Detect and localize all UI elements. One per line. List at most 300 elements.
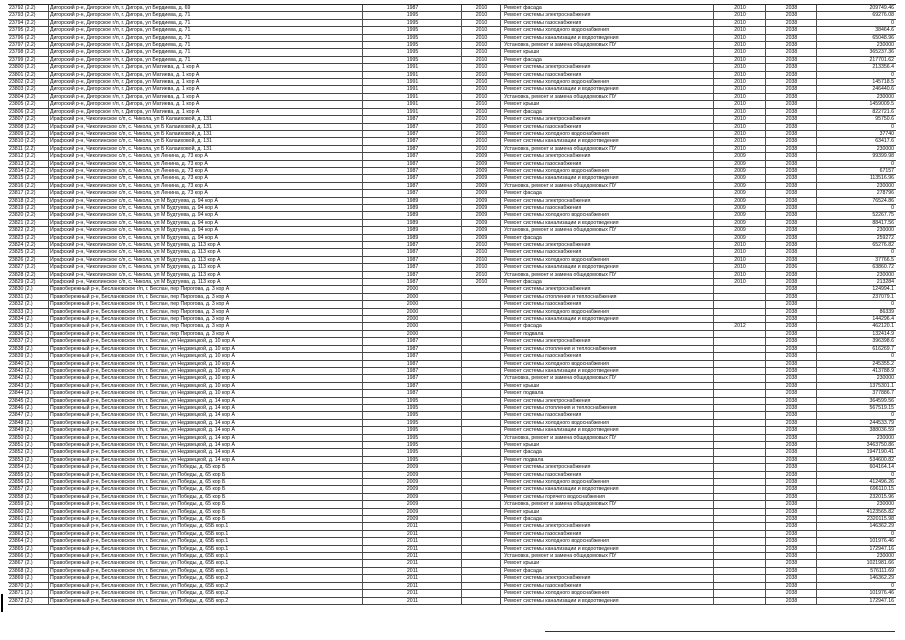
- cell-next-year: 2038: [766, 257, 817, 263]
- cell-build-year: 2011: [363, 568, 462, 574]
- cell-plan-year: [714, 538, 766, 544]
- table-row: [8, 361, 896, 368]
- cell-row-id: 23830 (2.): [8, 286, 49, 292]
- cell-address: Правобережный р-н, Беслановское г/п, г. Беслан, ул Победы, д. 65Б кор.2: [49, 598, 363, 604]
- cell-build-year: 1995: [363, 57, 462, 63]
- cell-row-id: 23849 (2.): [8, 427, 49, 433]
- cell-prev-repair-year: [462, 361, 501, 367]
- cell-build-year: 2000: [363, 323, 462, 329]
- cell-next-year: 2038: [766, 309, 817, 315]
- cell-row-id: 23829 (2.2): [8, 279, 49, 285]
- cell-prev-repair-year: 2010: [462, 27, 501, 33]
- cell-address: Ирафский р-н, Чиколинское с/п, с. Чикола, ул М Будтуева, д. 113 кор А: [49, 257, 363, 263]
- table-row: [8, 590, 896, 597]
- cell-next-year: 2038: [766, 153, 817, 159]
- cell-address: Правобережный р-н, Беслановское г/п, г. Беслан, ул Недзвецкой, д. 10 кор А: [49, 375, 363, 381]
- cell-build-year: 2011: [363, 575, 462, 581]
- cell-cost: 124994.1: [872, 286, 894, 293]
- cell-work-type: Ремонт системы канализации и водоотведения: [501, 486, 714, 492]
- cell-plan-year: 2009: [714, 161, 766, 167]
- cell-row-id: 23855 (2.): [8, 472, 49, 478]
- cell-plan-year: 2009: [714, 190, 766, 196]
- cell-build-year: 1987: [363, 153, 462, 159]
- cell-next-year: 2038: [766, 538, 817, 544]
- cell-prev-repair-year: 2009: [462, 212, 501, 218]
- cell-address: Ирафский р-н, Чиколинское с/п, с. Чикола, ул М Будтуева, д. 113 кор А: [49, 272, 363, 278]
- table-row: [8, 516, 896, 523]
- cell-build-year: 1987: [363, 131, 462, 137]
- cell-plan-year: [714, 331, 766, 337]
- cell-work-type: Ремонт системы газоснабжения: [501, 583, 714, 589]
- cell-work-type: Ремонт фасада: [501, 190, 714, 196]
- cell-prev-repair-year: 2009: [462, 227, 501, 233]
- cell-next-year: 2038: [766, 131, 817, 137]
- cell-prev-repair-year: [462, 316, 501, 322]
- cell-row-id: 23844 (2.): [8, 390, 49, 396]
- cell-build-year: 1987: [363, 346, 462, 352]
- cell-row-id: 23847 (2.): [8, 412, 49, 418]
- cell-build-year: 1995: [363, 442, 462, 448]
- cell-row-id: 23815 (2.2): [8, 175, 49, 181]
- cell-cost: 0: [891, 123, 894, 130]
- cell-cost: 230000: [876, 553, 894, 560]
- cell-row-id: 23807 (2.2): [8, 116, 49, 122]
- cell-row-id: 23832 (2.): [8, 301, 49, 307]
- cell-next-year: 2038: [766, 286, 817, 292]
- cell-build-year: 1987: [363, 5, 462, 11]
- cell-cost: 172947.16: [869, 545, 894, 552]
- cell-address: Правобережный р-н, Беслановское г/п, г. Беслан, ул Недзвецкой, д. 14 кор А: [49, 420, 363, 426]
- cell-plan-year: [714, 361, 766, 367]
- cell-work-type: Ремонт крыши: [501, 383, 714, 389]
- cell-prev-repair-year: [462, 375, 501, 381]
- cell-next-year: 2038: [766, 464, 817, 470]
- cell-plan-year: 2010: [714, 35, 766, 41]
- cell-next-year: 2038: [766, 64, 817, 70]
- cell-plan-year: [714, 286, 766, 292]
- cell-prev-repair-year: [462, 575, 501, 581]
- cell-next-year: 2038: [766, 583, 817, 589]
- cell-plan-year: [714, 398, 766, 404]
- cell-plan-year: [714, 420, 766, 426]
- table-row: [8, 257, 896, 264]
- cell-prev-repair-year: 2009: [462, 161, 501, 167]
- cell-plan-year: 2009: [714, 175, 766, 181]
- cell-cost: 1947190.41: [866, 449, 894, 456]
- cell-row-id: 23866 (2.): [8, 553, 49, 559]
- cell-build-year: 1991: [363, 86, 462, 92]
- cell-next-year: 2038: [766, 109, 817, 115]
- table-row: [8, 279, 896, 286]
- cell-work-type: Ремонт системы канализации и водоотведения: [501, 368, 714, 374]
- cell-plan-year: [714, 523, 766, 529]
- cell-cost: 132414.9: [872, 330, 894, 337]
- cell-work-type: Ремонт системы электроснабжения: [501, 153, 714, 159]
- cell-prev-repair-year: [462, 390, 501, 396]
- cell-cost: 88417.56: [872, 219, 894, 226]
- cell-next-year: 2038: [766, 316, 817, 322]
- cell-plan-year: [714, 412, 766, 418]
- cell-row-id: 23806 (2.2): [8, 109, 49, 115]
- cell-cost: 244533.79: [869, 419, 894, 426]
- cell-plan-year: 2010: [714, 109, 766, 115]
- table-row: [8, 568, 896, 575]
- table-row: [8, 116, 896, 123]
- cell-row-id: 23795 (2.2): [8, 27, 49, 33]
- cell-address: Дигорский р-н, Дигорское г/п, г. Дигора, ул Матиева, д. 1 кор А: [49, 94, 363, 100]
- cell-address: Правобережный р-н, Беслановское г/п, г. Беслан, ул Победы, д. 65 кор Б: [49, 516, 363, 522]
- cell-next-year: 2038: [766, 124, 817, 130]
- cell-cost: 230000: [876, 227, 894, 234]
- cell-address: Правобережный р-н, Беслановское г/п, г. Беслан, ул Победы, д. 65Б кор.1: [49, 560, 363, 566]
- cell-plan-year: [714, 575, 766, 581]
- cell-prev-repair-year: 2009: [462, 168, 501, 174]
- cell-next-year: 2038: [766, 560, 817, 566]
- cell-prev-repair-year: [462, 286, 501, 292]
- cell-address: Дигорский р-н, Дигорское г/п, г. Дигора, ул Матиева, д. 1 кор А: [49, 64, 363, 70]
- cell-build-year: 1995: [363, 42, 462, 48]
- table-row: [8, 168, 896, 175]
- cell-work-type: Ремонт фасада: [501, 279, 714, 285]
- cell-cost: 364599.56: [869, 397, 894, 404]
- cell-cost: 413788.9: [872, 367, 894, 374]
- cell-cost: 696110.15: [869, 486, 894, 493]
- cell-cost: 616269.7: [872, 345, 894, 352]
- cell-build-year: 1989: [363, 227, 462, 233]
- cell-row-id: 23863 (2.): [8, 531, 49, 537]
- scan-edge-mark: [1, 594, 3, 612]
- cell-plan-year: 2010: [714, 116, 766, 122]
- cell-plan-year: 2009: [714, 227, 766, 233]
- cell-next-year: 2038: [766, 72, 817, 78]
- cell-prev-repair-year: 2010: [462, 124, 501, 130]
- cell-plan-year: 2010: [714, 94, 766, 100]
- cell-work-type: Ремонт системы холодного водоснабжения: [501, 590, 714, 596]
- cell-address: Правобережный р-н, Беслановское г/п, г. Беслан, пер Пирогова, д. 3 кор А: [49, 286, 363, 292]
- cell-work-type: Установка, ремонт и замена общедомовых ПУ: [501, 227, 714, 233]
- cell-address: Дигорский р-н, Дигорское г/п, г. Дигора, ул Бердиева, д. 71: [49, 49, 363, 55]
- cell-row-id: 23801 (2.2): [8, 72, 49, 78]
- cell-address: Правобережный р-н, Беслановское г/п, г. Беслан, ул Победы, д. 65Б кор.2: [49, 590, 363, 596]
- cell-row-id: 23813 (2.2): [8, 161, 49, 167]
- cell-cost: 63417.6: [875, 138, 894, 145]
- table-row: [8, 405, 896, 412]
- cell-work-type: Ремонт системы канализации и водоотведения: [501, 264, 714, 270]
- table-row: [8, 101, 896, 108]
- cell-address: Правобережный р-н, Беслановское г/п, г. Беслан, ул Недзвецкой, д. 10 кор А: [49, 383, 363, 389]
- cell-row-id: 23814 (2.2): [8, 168, 49, 174]
- cell-next-year: 2038: [766, 412, 817, 418]
- table-row: [8, 183, 896, 190]
- cell-row-id: 23848 (2.): [8, 420, 49, 426]
- cell-cost: 567519.15: [869, 404, 894, 411]
- cell-cost: 0: [891, 412, 894, 419]
- cell-work-type: Ремонт крыши: [501, 560, 714, 566]
- cell-cost: 67157: [879, 167, 894, 174]
- cell-build-year: 1991: [363, 94, 462, 100]
- cell-row-id: 23851 (2.): [8, 442, 49, 448]
- cell-plan-year: [714, 560, 766, 566]
- cell-next-year: 2038: [766, 272, 817, 278]
- cell-cost: 3463750.86: [866, 441, 894, 448]
- cell-build-year: 1995: [363, 457, 462, 463]
- cell-cost: 86339: [879, 308, 894, 315]
- cell-build-year: 2009: [363, 472, 462, 478]
- cell-prev-repair-year: [462, 294, 501, 300]
- cell-address: Правобережный р-н, Беслановское г/п, г. Беслан, ул Недзвецкой, д. 14 кор А: [49, 457, 363, 463]
- cell-work-type: Ремонт подвала: [501, 331, 714, 337]
- cell-plan-year: 2010: [714, 49, 766, 55]
- cell-address: Ирафский р-н, Чиколинское с/п, с. Чикола, ул Ленина, д. 73 кор А: [49, 175, 363, 181]
- cell-plan-year: 2010: [714, 101, 766, 107]
- cell-plan-year: 2009: [714, 168, 766, 174]
- table-row: [8, 435, 896, 442]
- cell-row-id: 23862 (2.): [8, 523, 49, 529]
- cell-prev-repair-year: [462, 553, 501, 559]
- cell-build-year: 1989: [363, 235, 462, 241]
- cell-work-type: Ремонт системы канализации и водоотведения: [501, 316, 714, 322]
- cell-plan-year: [714, 583, 766, 589]
- cell-row-id: 23839 (2.): [8, 353, 49, 359]
- cell-work-type: Ремонт системы газоснабжения: [501, 249, 714, 255]
- cell-cost: 0: [891, 353, 894, 360]
- cell-plan-year: [714, 368, 766, 374]
- cell-build-year: 1995: [363, 435, 462, 441]
- cell-next-year: 2038: [766, 242, 817, 248]
- cell-work-type: Ремонт системы газоснабжения: [501, 205, 714, 211]
- cell-prev-repair-year: 2009: [462, 153, 501, 159]
- cell-row-id: 23840 (2.): [8, 361, 49, 367]
- cell-cost: 246440.6: [872, 86, 894, 93]
- cell-row-id: 23867 (2.): [8, 560, 49, 566]
- cell-plan-year: [714, 427, 766, 433]
- cell-address: Правобережный р-н, Беслановское г/п, г. Беслан, ул Победы, д. 65Б кор.1: [49, 523, 363, 529]
- cell-plan-year: 2009: [714, 212, 766, 218]
- cell-address: Правобережный р-н, Беслановское г/п, г. Беслан, ул Недзвецкой, д. 10 кор А: [49, 368, 363, 374]
- cell-next-year: 2038: [766, 575, 817, 581]
- cell-row-id: 23842 (2.): [8, 375, 49, 381]
- cell-work-type: Ремонт системы холодного водоснабжения: [501, 479, 714, 485]
- cell-row-id: 23817 (2.2): [8, 190, 49, 196]
- cell-row-id: 23853 (2.): [8, 457, 49, 463]
- cell-address: Правобережный р-н, Беслановское г/п, г. Беслан, ул Победы, д. 65Б кор.2: [49, 583, 363, 589]
- cell-work-type: Ремонт системы газоснабжения: [501, 412, 714, 418]
- cell-work-type: Ремонт системы холодного водоснабжения: [501, 361, 714, 367]
- cell-cost: 259272: [876, 234, 894, 241]
- cell-plan-year: [714, 316, 766, 322]
- cell-work-type: Ремонт системы газоснабжения: [501, 353, 714, 359]
- cell-prev-repair-year: 2010: [462, 109, 501, 115]
- table-row: [8, 72, 896, 79]
- cell-row-id: 23846 (2.): [8, 405, 49, 411]
- cell-prev-repair-year: [462, 464, 501, 470]
- cell-address: Дигорский р-н, Дигорское г/п, г. Дигора, ул Матиева, д. 1 кор А: [49, 72, 363, 78]
- cell-cost: 0: [891, 204, 894, 211]
- cell-row-id: 23820 (2.2): [8, 212, 49, 218]
- cell-work-type: Ремонт фасада: [501, 323, 714, 329]
- cell-row-id: 23803 (2.2): [8, 86, 49, 92]
- cell-next-year: 2038: [766, 457, 817, 463]
- cell-address: Ирафский р-н, Чиколинское с/п, с. Чикола, ул Ленина, д. 73 кор А: [49, 168, 363, 174]
- cell-address: Правобережный р-н, Беслановское г/п, г. Беслан, ул Победы, д. 65 кор Б: [49, 501, 363, 507]
- cell-work-type: Ремонт системы холодного водоснабжения: [501, 538, 714, 544]
- cell-work-type: Ремонт системы канализации и водоотведения: [501, 175, 714, 181]
- cell-cost: 0: [891, 19, 894, 26]
- cell-cost: 230000: [876, 271, 894, 278]
- cell-row-id: 23836 (2.): [8, 331, 49, 337]
- cell-cost: 230000: [876, 42, 894, 49]
- cell-row-id: 23835 (2.): [8, 323, 49, 329]
- cell-prev-repair-year: [462, 479, 501, 485]
- cell-plan-year: 2009: [714, 235, 766, 241]
- cell-plan-year: [714, 353, 766, 359]
- cell-build-year: 1995: [363, 405, 462, 411]
- cell-prev-repair-year: [462, 323, 501, 329]
- cell-next-year: 2038: [766, 220, 817, 226]
- cell-cost: 213284: [876, 279, 894, 286]
- cell-row-id: 23834 (2.): [8, 316, 49, 322]
- cell-next-year: 2038: [766, 346, 817, 352]
- cell-row-id: 23811 (2.2): [8, 146, 49, 152]
- cell-address: Правобережный р-н, Беслановское г/п, г. Беслан, пер Пирогова, д. 3 кор А: [49, 294, 363, 300]
- cell-address: Ирафский р-н, Чиколинское с/п, с. Чикола, ул Б Калаиховой, д. 131: [49, 116, 363, 122]
- cell-cost: 230000: [876, 375, 894, 382]
- cell-cost: 822721.6: [872, 108, 894, 115]
- cell-cost: 37766.5: [875, 256, 894, 263]
- cell-row-id: 23804 (2.2): [8, 94, 49, 100]
- cell-build-year: 2011: [363, 546, 462, 552]
- cell-plan-year: [714, 346, 766, 352]
- cell-work-type: Ремонт системы газоснабжения: [501, 20, 714, 26]
- cell-next-year: 2038: [766, 20, 817, 26]
- cell-next-year: 2038: [766, 249, 817, 255]
- cell-prev-repair-year: 2010: [462, 257, 501, 263]
- cell-plan-year: 2010: [714, 131, 766, 137]
- cell-next-year: 2038: [766, 198, 817, 204]
- cell-address: Правобережный р-н, Беслановское г/п, г. Беслан, ул Победы, д. 65 кор Б: [49, 486, 363, 492]
- cell-plan-year: 2010: [714, 42, 766, 48]
- cell-build-year: 1989: [363, 205, 462, 211]
- cell-next-year: 2038: [766, 546, 817, 552]
- cell-plan-year: 2009: [714, 205, 766, 211]
- cell-next-year: 2038: [766, 161, 817, 167]
- cell-row-id: 23838 (2.): [8, 346, 49, 352]
- cell-work-type: Ремонт системы газоснабжения: [501, 301, 714, 307]
- cell-address: Правобережный р-н, Беслановское г/п, г. Беслан, пер Пирогова, д. 3 кор А: [49, 323, 363, 329]
- cell-work-type: Ремонт системы газоснабжения: [501, 124, 714, 130]
- cell-work-type: Ремонт подвала: [501, 457, 714, 463]
- cell-prev-repair-year: 2010: [462, 272, 501, 278]
- table-row: [8, 346, 896, 353]
- cell-row-id: 23837 (2.): [8, 338, 49, 344]
- cell-work-type: Ремонт системы отопления и теплоснабжения: [501, 346, 714, 352]
- cell-plan-year: 2010: [714, 138, 766, 144]
- cell-build-year: 1995: [363, 20, 462, 26]
- table-row: [8, 27, 896, 34]
- table-row: [8, 131, 896, 138]
- cell-next-year: 2038: [766, 368, 817, 374]
- cell-next-year: 2038: [766, 138, 817, 144]
- cell-cost: 99399.98: [872, 153, 894, 160]
- cell-plan-year: [714, 501, 766, 507]
- cell-build-year: 1987: [363, 116, 462, 122]
- cell-cost: 230000: [876, 182, 894, 189]
- cell-cost: 4123565.82: [866, 508, 894, 515]
- cell-next-year: 2038: [766, 568, 817, 574]
- table-row: [8, 546, 896, 553]
- table-row: [8, 86, 896, 93]
- cell-work-type: Ремонт фасада: [501, 235, 714, 241]
- cell-build-year: 2000: [363, 316, 462, 322]
- cell-prev-repair-year: 2010: [462, 94, 501, 100]
- table-row: [8, 242, 896, 249]
- cell-row-id: 23798 (2.2): [8, 49, 49, 55]
- cell-row-id: 23800 (2.2): [8, 64, 49, 70]
- cell-build-year: 1995: [363, 27, 462, 33]
- cell-prev-repair-year: 2010: [462, 264, 501, 270]
- cell-cost: 230000: [876, 145, 894, 152]
- cell-prev-repair-year: 2010: [462, 116, 501, 122]
- cell-cost: 65048.96: [872, 34, 894, 41]
- cell-work-type: Ремонт системы холодного водоснабжения: [501, 420, 714, 426]
- cell-prev-repair-year: 2010: [462, 72, 501, 78]
- cell-build-year: 1995: [363, 12, 462, 18]
- cell-next-year: 2036: [766, 264, 817, 270]
- cell-work-type: Ремонт системы электроснабжения: [501, 464, 714, 470]
- cell-next-year: 2038: [766, 27, 817, 33]
- page-footer: [545, 631, 895, 640]
- cell-address: Правобережный р-н, Беслановское г/п, г. Беслан, ул Победы, д. 65Б кор.2: [49, 575, 363, 581]
- table-row: [8, 412, 896, 419]
- cell-next-year: 2038: [766, 323, 817, 329]
- cell-cost: 209749.46: [869, 5, 894, 11]
- cell-prev-repair-year: [462, 331, 501, 337]
- cell-build-year: 2011: [363, 553, 462, 559]
- cell-address: Правобережный р-н, Беслановское г/п, г. Беслан, пер Пирогова, д. 3 кор А: [49, 309, 363, 315]
- table-row: [8, 294, 896, 301]
- cell-address: Ирафский р-н, Чиколинское с/п, с. Чикола, ул Ленина, д. 73 кор А: [49, 161, 363, 167]
- cell-address: Дигорский р-н, Дигорское г/п, г. Дигора, ул Бердиева, д. 71: [49, 57, 363, 63]
- cell-row-id: 23852 (2.): [8, 449, 49, 455]
- cell-cost: 396398.6: [872, 338, 894, 345]
- cell-row-id: 23857 (2.): [8, 486, 49, 492]
- cell-address: Дигорский р-н, Дигорское г/п, г. Дигора, ул Бердиева, д. 69: [49, 5, 363, 11]
- cell-row-id: 23872 (2.): [8, 598, 49, 604]
- cell-build-year: 1987: [363, 383, 462, 389]
- cell-next-year: 2038: [766, 235, 817, 241]
- cell-build-year: 1991: [363, 64, 462, 70]
- cell-prev-repair-year: 2010: [462, 5, 501, 11]
- cell-build-year: 1987: [363, 124, 462, 130]
- cell-plan-year: 2010: [714, 79, 766, 85]
- cell-plan-year: 2009: [714, 198, 766, 204]
- cell-work-type: Ремонт системы канализации и водоотведения: [501, 546, 714, 552]
- cell-address: Ирафский р-н, Чиколинское с/п, с. Чикола, ул Б Калаиховой, д. 131: [49, 138, 363, 144]
- cell-prev-repair-year: [462, 486, 501, 492]
- cell-address: Правобережный р-н, Беслановское г/п, г. Беслан, ул Недзвецкой, д. 14 кор А: [49, 442, 363, 448]
- cell-address: Ирафский р-н, Чиколинское с/п, с. Чикола, ул М Будтуева, д. 94 кор А: [49, 220, 363, 226]
- cell-work-type: Ремонт системы электроснабжения: [501, 116, 714, 122]
- cell-next-year: 2038: [766, 598, 817, 604]
- cell-work-type: Ремонт системы газоснабжения: [501, 531, 714, 537]
- cell-cost: 0: [891, 530, 894, 537]
- cell-row-id: 23845 (2.): [8, 398, 49, 404]
- cell-prev-repair-year: [462, 590, 501, 596]
- table-row: [8, 198, 896, 205]
- cell-build-year: 1987: [363, 361, 462, 367]
- cell-build-year: 1987: [363, 279, 462, 285]
- cell-cost: 217701.62: [869, 56, 894, 63]
